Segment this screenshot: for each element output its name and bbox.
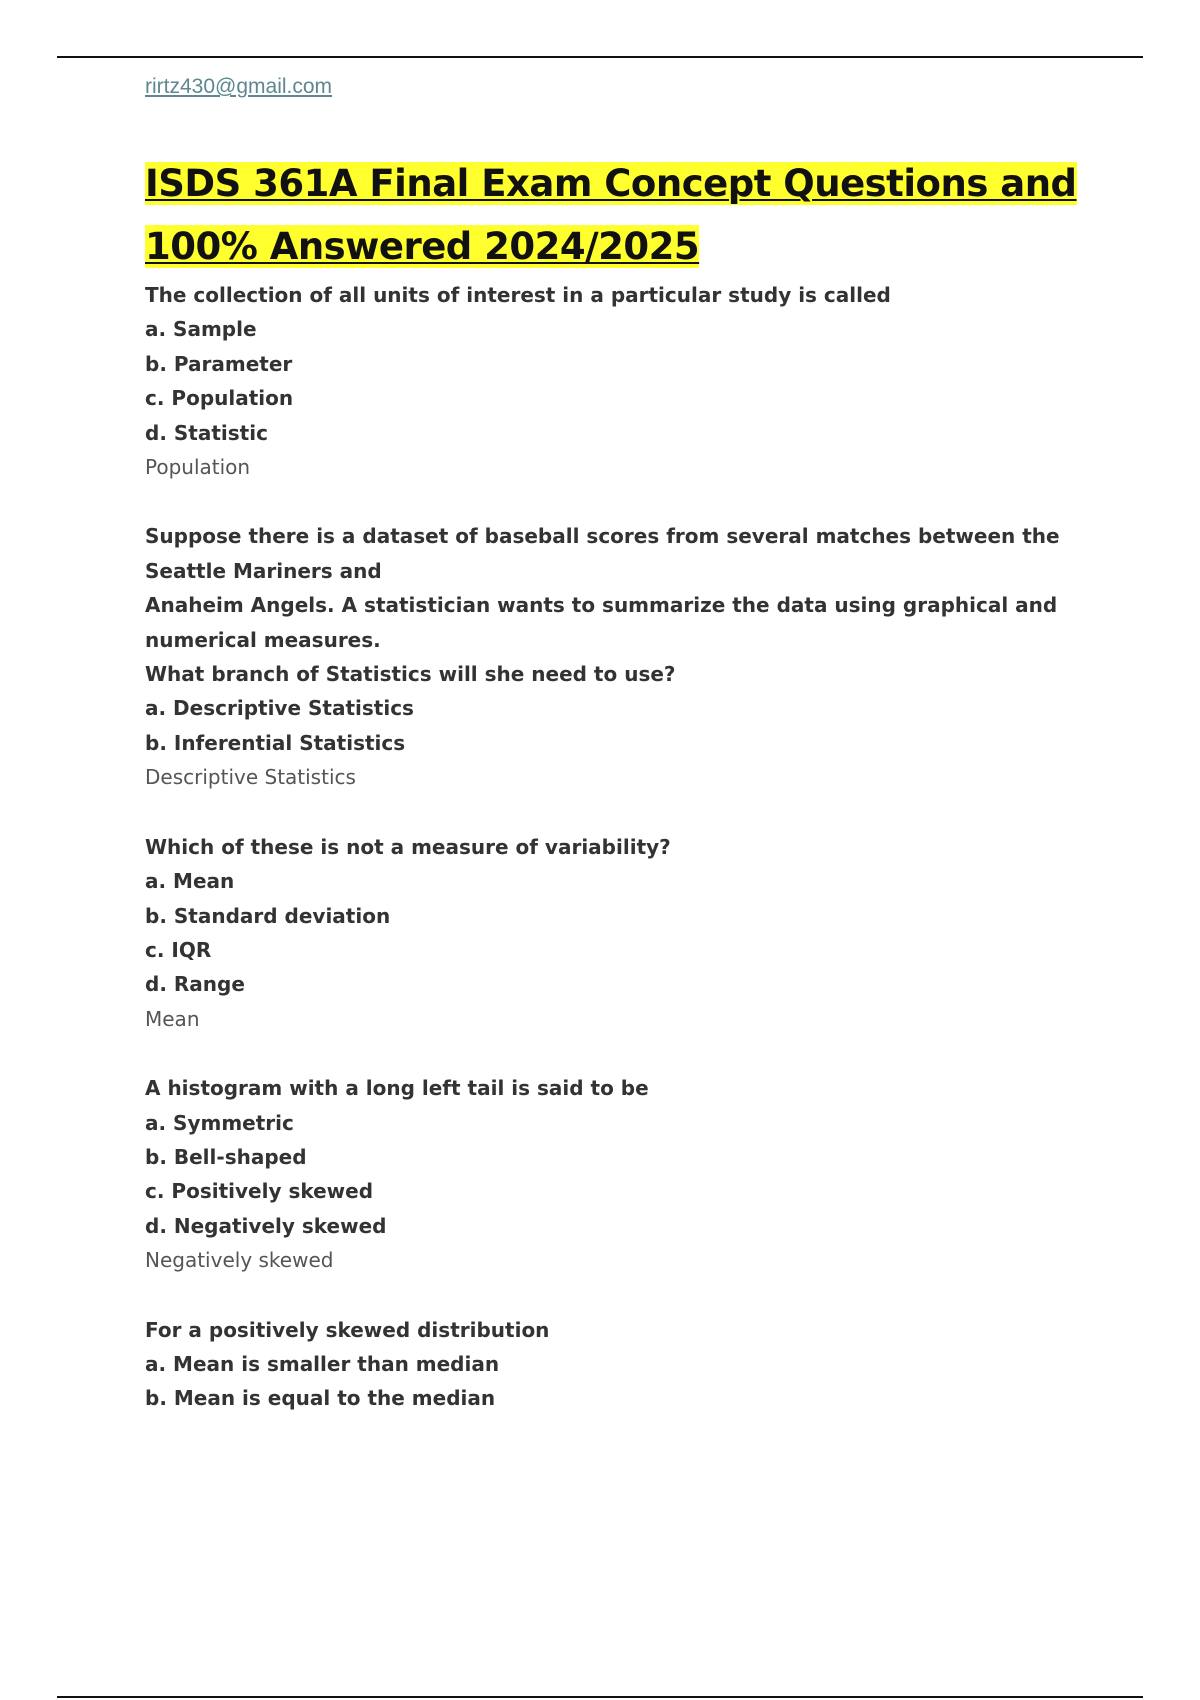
question-text: For a positively skewed distribution [145,1317,550,1342]
answer-option: a. Sample [145,317,257,342]
answer-option: b. Mean is equal to the median [145,1386,496,1411]
question-text: Anaheim Angels. A statistician wants to summarize the data using graphical and [145,593,1058,618]
answer-option: a. Symmetric [145,1110,294,1135]
author-email-link[interactable]: rirtz430@gmail.com [145,75,333,98]
answer-option: c. IQR [145,937,212,962]
answer-option: d. Negatively skewed [145,1213,387,1238]
answer-option: b. Standard deviation [145,903,391,928]
answer-option: b. Parameter [145,351,293,376]
question-text: The collection of all units of interest in a particular study is called [145,283,891,307]
question-text: What branch of Statistics will she need to use? [145,662,676,687]
question-block-5 [145,1313,1085,1416]
answer-option: c. Population [145,386,294,411]
question-text: A histogram with a long left tail is said to be [145,1076,649,1101]
correct-answer: Mean [145,1006,200,1031]
title-line-2: 100% Answered 2024/2025 [145,225,700,268]
question-block-1 [145,278,1085,484]
bottom-rule [57,1696,1143,1698]
question-text: Which of these is not a measure of variability? [145,834,671,859]
answer-option: b. Inferential Statistics [145,730,406,755]
answer-option: d. Range [145,972,245,997]
answer-option: d. Statistic [145,420,268,445]
correct-answer: Descriptive Statistics [145,765,356,790]
answer-option: a. Mean is smaller than median [145,1351,500,1376]
question-block-2 [145,519,1085,794]
question-block-4 [145,1071,1085,1277]
question-text: Seattle Mariners and [145,558,382,583]
question-block-3 [145,830,1085,1036]
question-text: numerical measures. [145,627,381,652]
answer-option: c. Positively skewed [145,1179,374,1204]
correct-answer: Population [145,455,251,480]
correct-answer: Negatively skewed [145,1248,334,1273]
top-rule [57,56,1143,58]
answer-option: b. Bell-shaped [145,1144,307,1169]
document-title [145,152,1085,278]
question-text: Suppose there is a dataset of baseball scores from several matches between the [145,524,1060,549]
answer-option: a. Descriptive Statistics [145,696,414,721]
answer-option: a. Mean [145,869,235,894]
document-body [145,70,1085,1416]
title-line-1: ISDS 361A Final Exam Concept Questions and [145,162,1077,205]
